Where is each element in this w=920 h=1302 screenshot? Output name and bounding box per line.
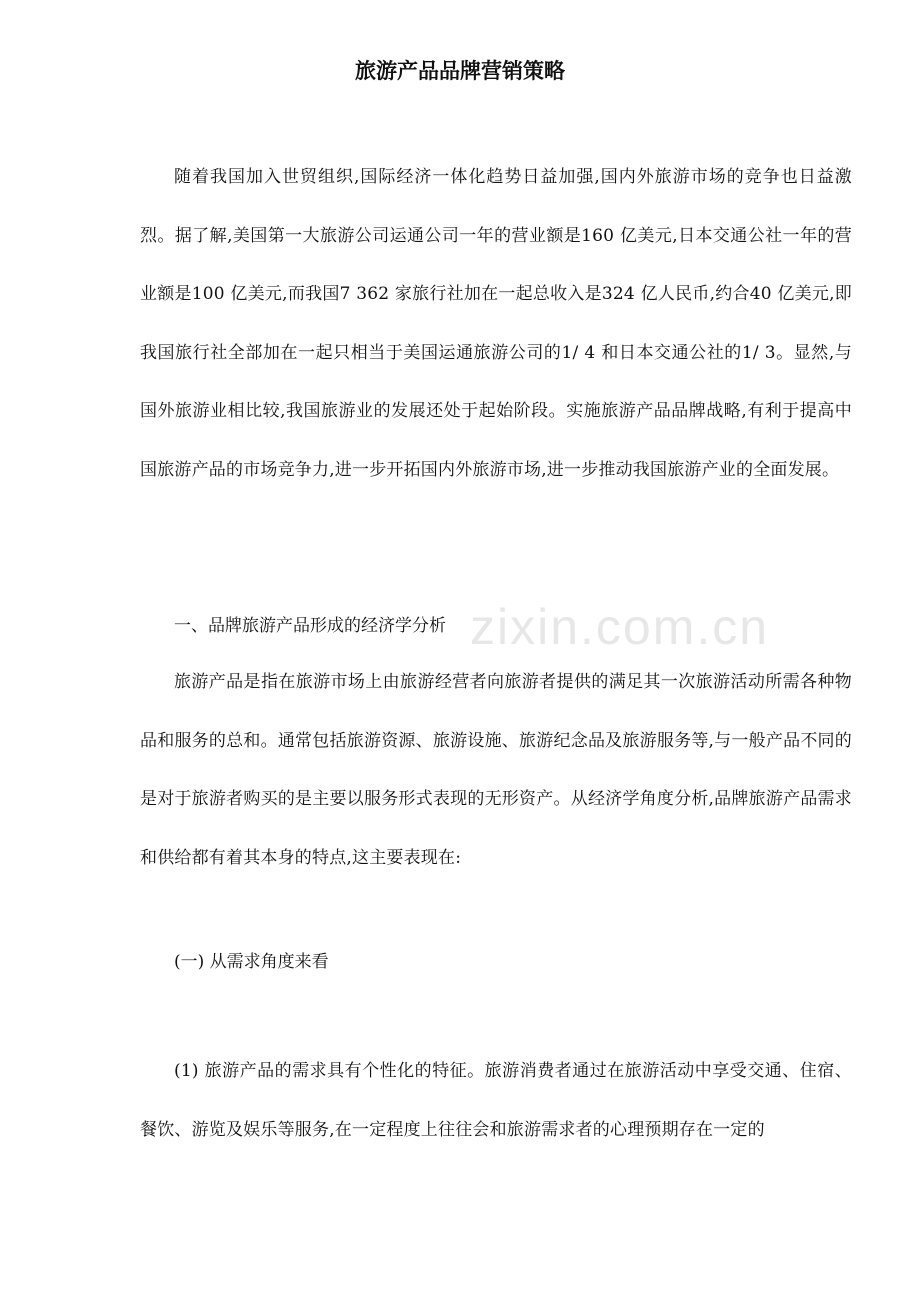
section-paragraph: 旅游产品是指在旅游市场上由旅游经营者向旅游者提供的满足其一次旅游活动所需各种物品和服务的总和。通常包括旅游资源、旅游设施、旅游纪念品及旅游服务等,与一般产品不同的是对于旅游者购买的是主要以服务形式表现的无形资产。从经济学角度分析,品牌旅游产品需求和供给都有着其本身的特点,这主要表现在: bbox=[140, 672, 852, 868]
section-heading: 一、品牌旅游产品形成的经济学分析 bbox=[174, 616, 446, 636]
point-paragraph: (1) 旅游产品的需求具有个性化的特征。旅游消费者通过在旅游活动中享受交通、住宿、餐饮、游览及娱乐等服务,在一定程度上往往会和旅游需求者的心理预期存在一定的 bbox=[140, 1061, 852, 1140]
subsection-heading: (一) 从需求角度来看 bbox=[174, 952, 329, 972]
document-title: 旅游产品品牌营销策略 bbox=[355, 58, 565, 83]
watermark: zixin.com.cn bbox=[470, 599, 770, 655]
intro-paragraph: 随着我国加入世贸组织,国际经济一体化趋势日益加强,国内外旅游市场的竞争也日益激烈。据了解,美国第一大旅游公司运通公司一年的营业额是160 亿美元,日本交通公社一年的营业额是100 亿美元,而我国7 362 家旅行社加在一起总收入是324 亿人民币,约合40 亿美元,即我国旅行社全部加在一起只相当于美国运通旅游公司的1/ 4 和日本交通公社的1/ 3。显然,与国外旅游业相比较,我国旅游业的发展还处于起始阶段。实施旅游产品品牌战略,有利于提高中国旅游产品的市场竞争力,进一步开拓国内外旅游市场,进一步推动我国旅游产业的全面发展。 bbox=[140, 167, 852, 480]
